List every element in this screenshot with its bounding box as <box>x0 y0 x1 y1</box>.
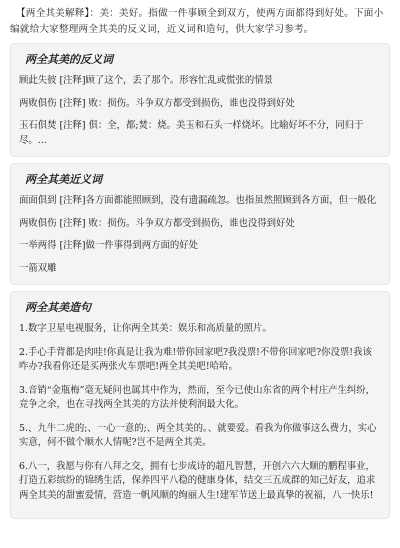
example-sentence: 2.手心手背都是肉哇!你真是让我为难!带你回家吧?我没票!不带你回家吧?你没票!我该咋办?我看你还是买两张火车票吧!两全其美吧!哈哈。 <box>19 346 372 372</box>
examples-heading: 两全其美造句 <box>25 301 91 314</box>
synonyms-heading: 两全其美近义词 <box>25 173 102 186</box>
synonym-entry: 两败俱伤 [注释] 败：损伤。斗争双方都受到损伤，谁也没得到好处 <box>19 217 295 229</box>
intro-paragraph: 【两全其美解释】：美：美好。指做一件事顾全到双方，使两方面都得到好处。下面小编就给大家整理两全其美的反义词，近义词和造句，供大家学习参考。 <box>10 8 384 35</box>
synonym-entry: 一箭双雕 <box>19 262 57 274</box>
antonym-entry: 两败俱伤 [注释] 败：损伤。斗争双方都受到损伤，谁也没得到好处 <box>19 97 295 109</box>
synonym-entry: 面面俱到 [注释]各方面都能照顾到，没有遗漏疏忽。也指虽然照顾到各方面，但一般化 <box>19 195 377 206</box>
example-sentence: 3.音销“金瓶梅”毫无疑问也属其中作为，然而，至今已使山东省的两个村庄产生纠纷，竞争之余，也在寻找两全其美的方法并使利润最大化。 <box>19 384 376 410</box>
example-sentence: 1.数字卫星电视服务，让你两全其美：娱乐和高质量的照片。 <box>19 323 272 334</box>
antonyms-heading: 两全其美的反义词 <box>25 53 113 66</box>
example-sentence: 5.、九牛二虎的;、一心一意的;、两全其美的。、就要爱。看我为你做事这么费力，实心实意，何不做个顺水人情呢?岂不是两全其美。 <box>19 422 377 448</box>
synonym-entry: 一举两得 [注释]做一件事得到两方面的好处 <box>19 240 199 251</box>
examples-section <box>10 291 390 519</box>
antonym-entry: 顾此失彼 [注释]顾了这个，丢了那个。形容忙乱或慌张的情景 <box>19 75 274 86</box>
antonym-entry: 玉石俱焚 [注释] 俱：全，都;焚：烧。美玉和石头一样烧坏。比喻好坏不分，同归于尽。... <box>19 120 364 146</box>
antonyms-section <box>10 43 390 157</box>
example-sentence: 6.八一，我愿与你有八拜之交，拥有七步成诗的超凡智慧，开创六六大顺的鹏程事业，打造五彩缤纷的锦绣生活，保养四平八稳的健康身体，结交三五成群的知己好友，追求两全其美的甜蜜爱情，营造一帆风顺的绚丽人生!建军节送上最真挚的祝福，八一快乐! <box>19 460 376 501</box>
synonyms-section <box>10 163 390 285</box>
